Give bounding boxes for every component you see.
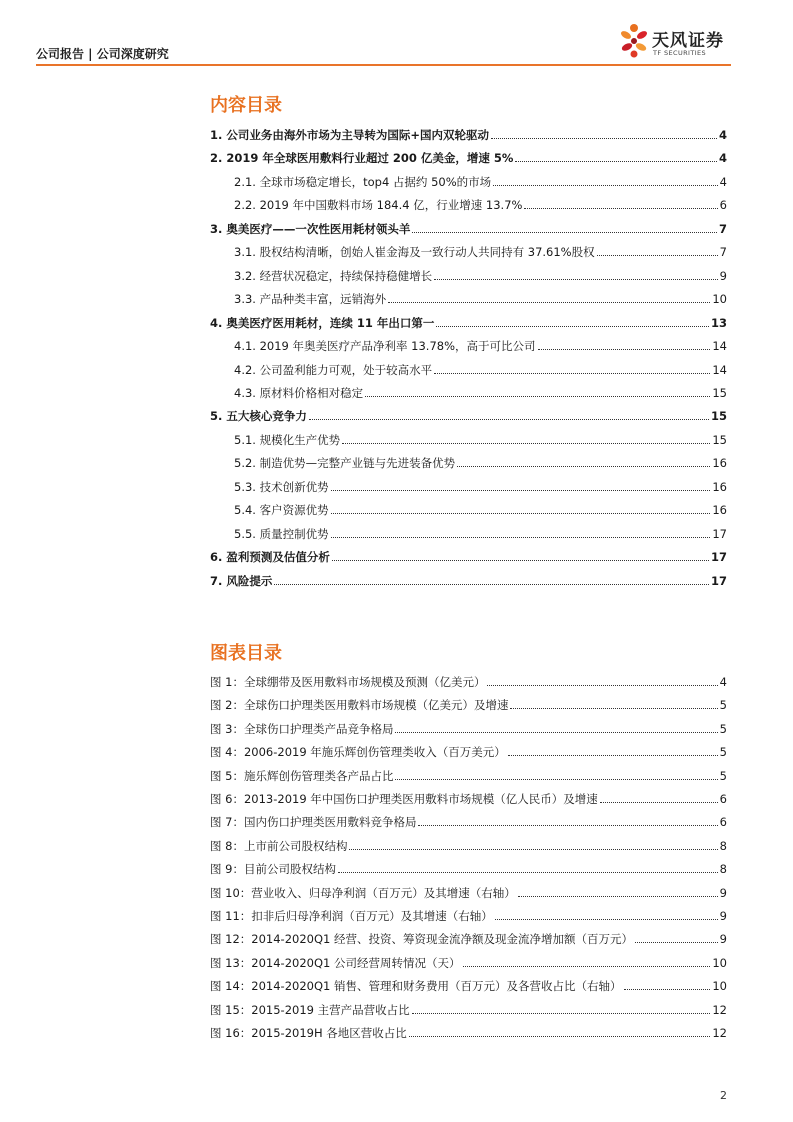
dot-leader xyxy=(434,373,710,374)
toc-entry-title: 5.5. 质量控制优势 xyxy=(234,526,329,541)
toc-entry-title: 5.1. 规模化生产优势 xyxy=(234,432,341,447)
toc-entry-title: 2.2. 2019 年中国敷料市场 184.4 亿，行业增速 13.7% xyxy=(234,198,523,213)
toc-entry-4[interactable] xyxy=(234,192,727,212)
dot-leader xyxy=(624,989,711,990)
dot-leader xyxy=(274,584,709,585)
dot-leader xyxy=(418,825,717,826)
toc-entry-page: 9 xyxy=(719,268,727,283)
toc-entry-title: 4.3. 原材料价格相对稳定 xyxy=(234,385,364,400)
toc-entry-8[interactable] xyxy=(234,286,727,306)
toc-entry-title: 7. 风险提示 xyxy=(210,573,273,588)
figure-entry-3[interactable] xyxy=(210,716,727,736)
dot-leader xyxy=(457,466,710,467)
figure-entry-title: 图 5：施乐辉创伤管理类各产品占比 xyxy=(210,768,394,783)
toc-entry-19[interactable] xyxy=(210,544,727,564)
figure-entry-title: 图 15：2015-2019 主营产品营收占比 xyxy=(210,1002,410,1017)
figure-entry-title: 图 6：2013-2019 年中国伤口护理类医用敷料市场规模（亿人民币）及增速 xyxy=(210,792,598,806)
dot-leader xyxy=(388,302,710,303)
figure-entry-page: 5 xyxy=(719,721,727,736)
figure-entry-4[interactable] xyxy=(210,739,727,759)
toc-entry-title: 3.2. 经营状况稳定，持续保持稳健增长 xyxy=(234,268,433,283)
toc-entry-1[interactable] xyxy=(210,122,727,142)
toc-entry-12[interactable] xyxy=(234,380,727,400)
toc-entry-title: 4.1. 2019 年奥美医疗产品净利率 13.78%，高于可比公司 xyxy=(234,339,536,354)
figure-entry-8[interactable] xyxy=(210,833,727,853)
dot-leader xyxy=(495,919,718,920)
toc-entry-page: 15 xyxy=(712,385,727,400)
dot-leader xyxy=(331,490,711,491)
toc-entry-7[interactable] xyxy=(234,263,727,283)
dot-leader xyxy=(365,396,710,397)
figure-entry-page: 10 xyxy=(712,955,727,970)
figure-entry-11[interactable] xyxy=(210,903,727,923)
figure-entry-page: 9 xyxy=(719,909,727,923)
dot-leader xyxy=(524,208,717,209)
toc-entry-11[interactable] xyxy=(234,357,727,377)
toc-entry-18[interactable] xyxy=(234,521,727,541)
dot-leader xyxy=(342,443,710,444)
dot-leader xyxy=(331,537,711,538)
figure-entry-page: 8 xyxy=(719,862,727,877)
toc-entry-page: 15 xyxy=(712,432,727,447)
toc-entry-17[interactable] xyxy=(234,497,727,517)
toc-entry-10[interactable] xyxy=(234,333,727,353)
toc-entry-page: 13 xyxy=(710,315,727,330)
toc-entry-title: 6. 盈利预测及估值分析 xyxy=(210,550,330,565)
figure-entry-page: 6 xyxy=(719,815,727,830)
dot-leader xyxy=(409,1036,711,1037)
figure-entry-page: 5 xyxy=(719,745,727,760)
dot-leader xyxy=(395,732,717,733)
figure-entry-6[interactable] xyxy=(210,786,727,806)
figure-entry-page: 8 xyxy=(719,838,727,853)
figure-entry-title: 图 8：上市前公司股权结构 xyxy=(210,838,348,853)
dot-leader xyxy=(600,802,718,803)
dot-leader xyxy=(434,279,718,280)
dot-leader xyxy=(487,685,717,686)
flower-logo-icon xyxy=(619,20,649,64)
toc-entry-title: 4.2. 公司盈利能力可观，处于较高水平 xyxy=(234,362,433,377)
toc-entry-title: 3.1. 股权结构清晰，创始人崔金海及一致行动人共同持有 37.61%股权 xyxy=(234,245,595,260)
figure-entry-title: 图 9：目前公司股权结构 xyxy=(210,862,336,877)
dot-leader xyxy=(518,896,718,897)
dot-leader xyxy=(412,1013,711,1014)
figure-entry-16[interactable] xyxy=(210,1020,727,1040)
dot-leader xyxy=(508,755,718,756)
toc-entry-page: 4 xyxy=(718,128,727,142)
figure-entry-page: 9 xyxy=(719,932,727,947)
dot-leader xyxy=(635,942,718,943)
dot-leader xyxy=(538,349,711,350)
toc-entry-title: 3.3. 产品种类丰富，远销海外 xyxy=(234,292,387,307)
figure-entry-title: 图 2：全球伤口护理类医用敷料市场规模（亿美元）及增速 xyxy=(210,698,509,713)
figure-entry-page: 12 xyxy=(712,1026,727,1040)
figure-entry-1[interactable] xyxy=(210,669,727,689)
figure-entry-15[interactable] xyxy=(210,997,727,1017)
figure-entry-title: 图 7：国内伤口护理类医用敷料竞争格局 xyxy=(210,815,417,830)
figure-entry-7[interactable] xyxy=(210,809,727,829)
figure-entry-title: 图 14：2014-2020Q1 销售、管理和财务费用（百万元）及各营收占比（右轴） xyxy=(210,979,622,994)
figure-entry-10[interactable] xyxy=(210,880,727,900)
dot-leader xyxy=(597,255,718,256)
toc-entry-13[interactable] xyxy=(210,403,727,423)
dot-leader xyxy=(412,232,717,233)
figure-entry-12[interactable] xyxy=(210,926,727,946)
contents-title: 内容目录 xyxy=(210,95,282,116)
toc-entry-20[interactable] xyxy=(210,568,727,588)
toc-entry-page: 7 xyxy=(719,245,727,260)
toc-entry-6[interactable] xyxy=(234,239,727,259)
toc-entry-page: 4 xyxy=(719,174,727,189)
toc-entry-16[interactable] xyxy=(234,474,727,494)
figure-entry-13[interactable] xyxy=(210,950,727,970)
toc-entry-page: 16 xyxy=(712,479,727,494)
toc-entry-title: 5.3. 技术创新优势 xyxy=(234,479,329,494)
figure-entry-9[interactable] xyxy=(210,856,727,876)
dot-leader xyxy=(493,185,718,186)
figure-entry-title: 图 13：2014-2020Q1 公司经营周转情况（天） xyxy=(210,955,461,970)
figure-entry-14[interactable] xyxy=(210,973,727,993)
toc-entry-page: 17 xyxy=(710,573,727,588)
dot-leader xyxy=(331,513,711,514)
figure-entry-title: 图 16：2015-2019H 各地区营收占比 xyxy=(210,1026,407,1040)
toc-entry-title: 2. 2019 年全球医用敷料行业超过 200 亿美金，增速 5% xyxy=(210,151,514,166)
toc-entry-2[interactable] xyxy=(210,145,727,165)
toc-entry-page: 15 xyxy=(710,409,727,424)
figure-entry-title: 图 4：2006-2019 年施乐辉创伤管理类收入（百万美元） xyxy=(210,745,506,760)
figure-entry-title: 图 10：营业收入、归母净利润（百万元）及其增速（右轴） xyxy=(210,885,516,900)
dot-leader xyxy=(349,849,717,850)
figure-entry-title: 图 11：扣非后归母净利润（百万元）及其增速（右轴） xyxy=(210,909,493,923)
toc-entry-page: 6 xyxy=(719,198,727,213)
toc-entry-title: 5.2. 制造优势—完整产业链与先进装备优势 xyxy=(234,456,456,471)
toc-entry-3[interactable] xyxy=(234,169,727,189)
toc-entry-5[interactable] xyxy=(210,216,727,236)
toc-entry-page: 16 xyxy=(712,456,727,471)
toc-entry-page: 4 xyxy=(718,151,727,166)
toc-entry-title: 4. 奥美医疗医用耗材，连续 11 年出口第一 xyxy=(210,315,435,330)
page-number: 2 xyxy=(720,1089,727,1102)
dot-leader xyxy=(332,560,709,561)
toc-entry-14[interactable] xyxy=(234,427,727,447)
toc-entry-page: 16 xyxy=(712,503,727,518)
dot-leader xyxy=(338,872,718,873)
toc-entry-title: 3. 奥美医疗——一次性医用耗材领头羊 xyxy=(210,221,411,236)
dot-leader xyxy=(395,779,717,780)
toc-entry-title: 2.1. 全球市场稳定增长，top4 占据约 50%的市场 xyxy=(234,174,492,189)
dot-leader xyxy=(436,326,709,327)
dot-leader xyxy=(491,138,717,139)
dot-leader xyxy=(515,161,717,162)
brand-logo xyxy=(619,20,731,64)
toc-entry-page: 17 xyxy=(712,526,727,541)
page-header xyxy=(36,0,731,66)
toc-entry-page: 14 xyxy=(712,362,727,377)
figure-entry-2[interactable] xyxy=(210,692,727,712)
figure-entry-page: 5 xyxy=(719,698,727,713)
figure-entry-5[interactable] xyxy=(210,763,727,783)
figure-entry-page: 4 xyxy=(719,675,727,689)
toc-entry-15[interactable] xyxy=(234,450,727,470)
dot-leader xyxy=(309,419,709,420)
report-type-label: 公司报告 | 公司深度研究 xyxy=(36,47,169,61)
toc-entry-page: 7 xyxy=(718,221,727,236)
toc-entry-page: 14 xyxy=(712,339,727,354)
brand-name: 天风证券 xyxy=(652,31,724,51)
header-divider xyxy=(36,64,731,66)
figure-entry-page: 12 xyxy=(712,1002,727,1017)
dot-leader xyxy=(463,966,711,967)
figures-title: 图表目录 xyxy=(210,643,282,664)
figure-entry-title: 图 12：2014-2020Q1 经营、投资、筹资现金流净额及现金流净增加额（百万元） xyxy=(210,932,633,947)
toc-entry-page: 17 xyxy=(710,550,727,565)
toc-entry-title: 5. 五大核心竞争力 xyxy=(210,409,307,424)
toc-entry-page: 10 xyxy=(712,292,727,307)
figure-entry-page: 6 xyxy=(719,792,727,806)
brand-subtitle: TF SECURITIES xyxy=(653,49,707,57)
figure-entry-page: 5 xyxy=(719,768,727,783)
toc-entry-9[interactable] xyxy=(210,310,727,330)
figure-entry-title: 图 1：全球绷带及医用敷料市场规模及预测（亿美元） xyxy=(210,675,486,689)
toc-entry-title: 1. 公司业务由海外市场为主导转为国际+国内双轮驱动 xyxy=(210,128,490,142)
toc-entry-title: 5.4. 客户资源优势 xyxy=(234,503,329,518)
dot-leader xyxy=(510,708,717,709)
figure-entry-page: 10 xyxy=(712,979,727,994)
figure-entry-page: 9 xyxy=(719,885,727,900)
figure-entry-title: 图 3：全球伤口护理类产品竞争格局 xyxy=(210,721,394,736)
